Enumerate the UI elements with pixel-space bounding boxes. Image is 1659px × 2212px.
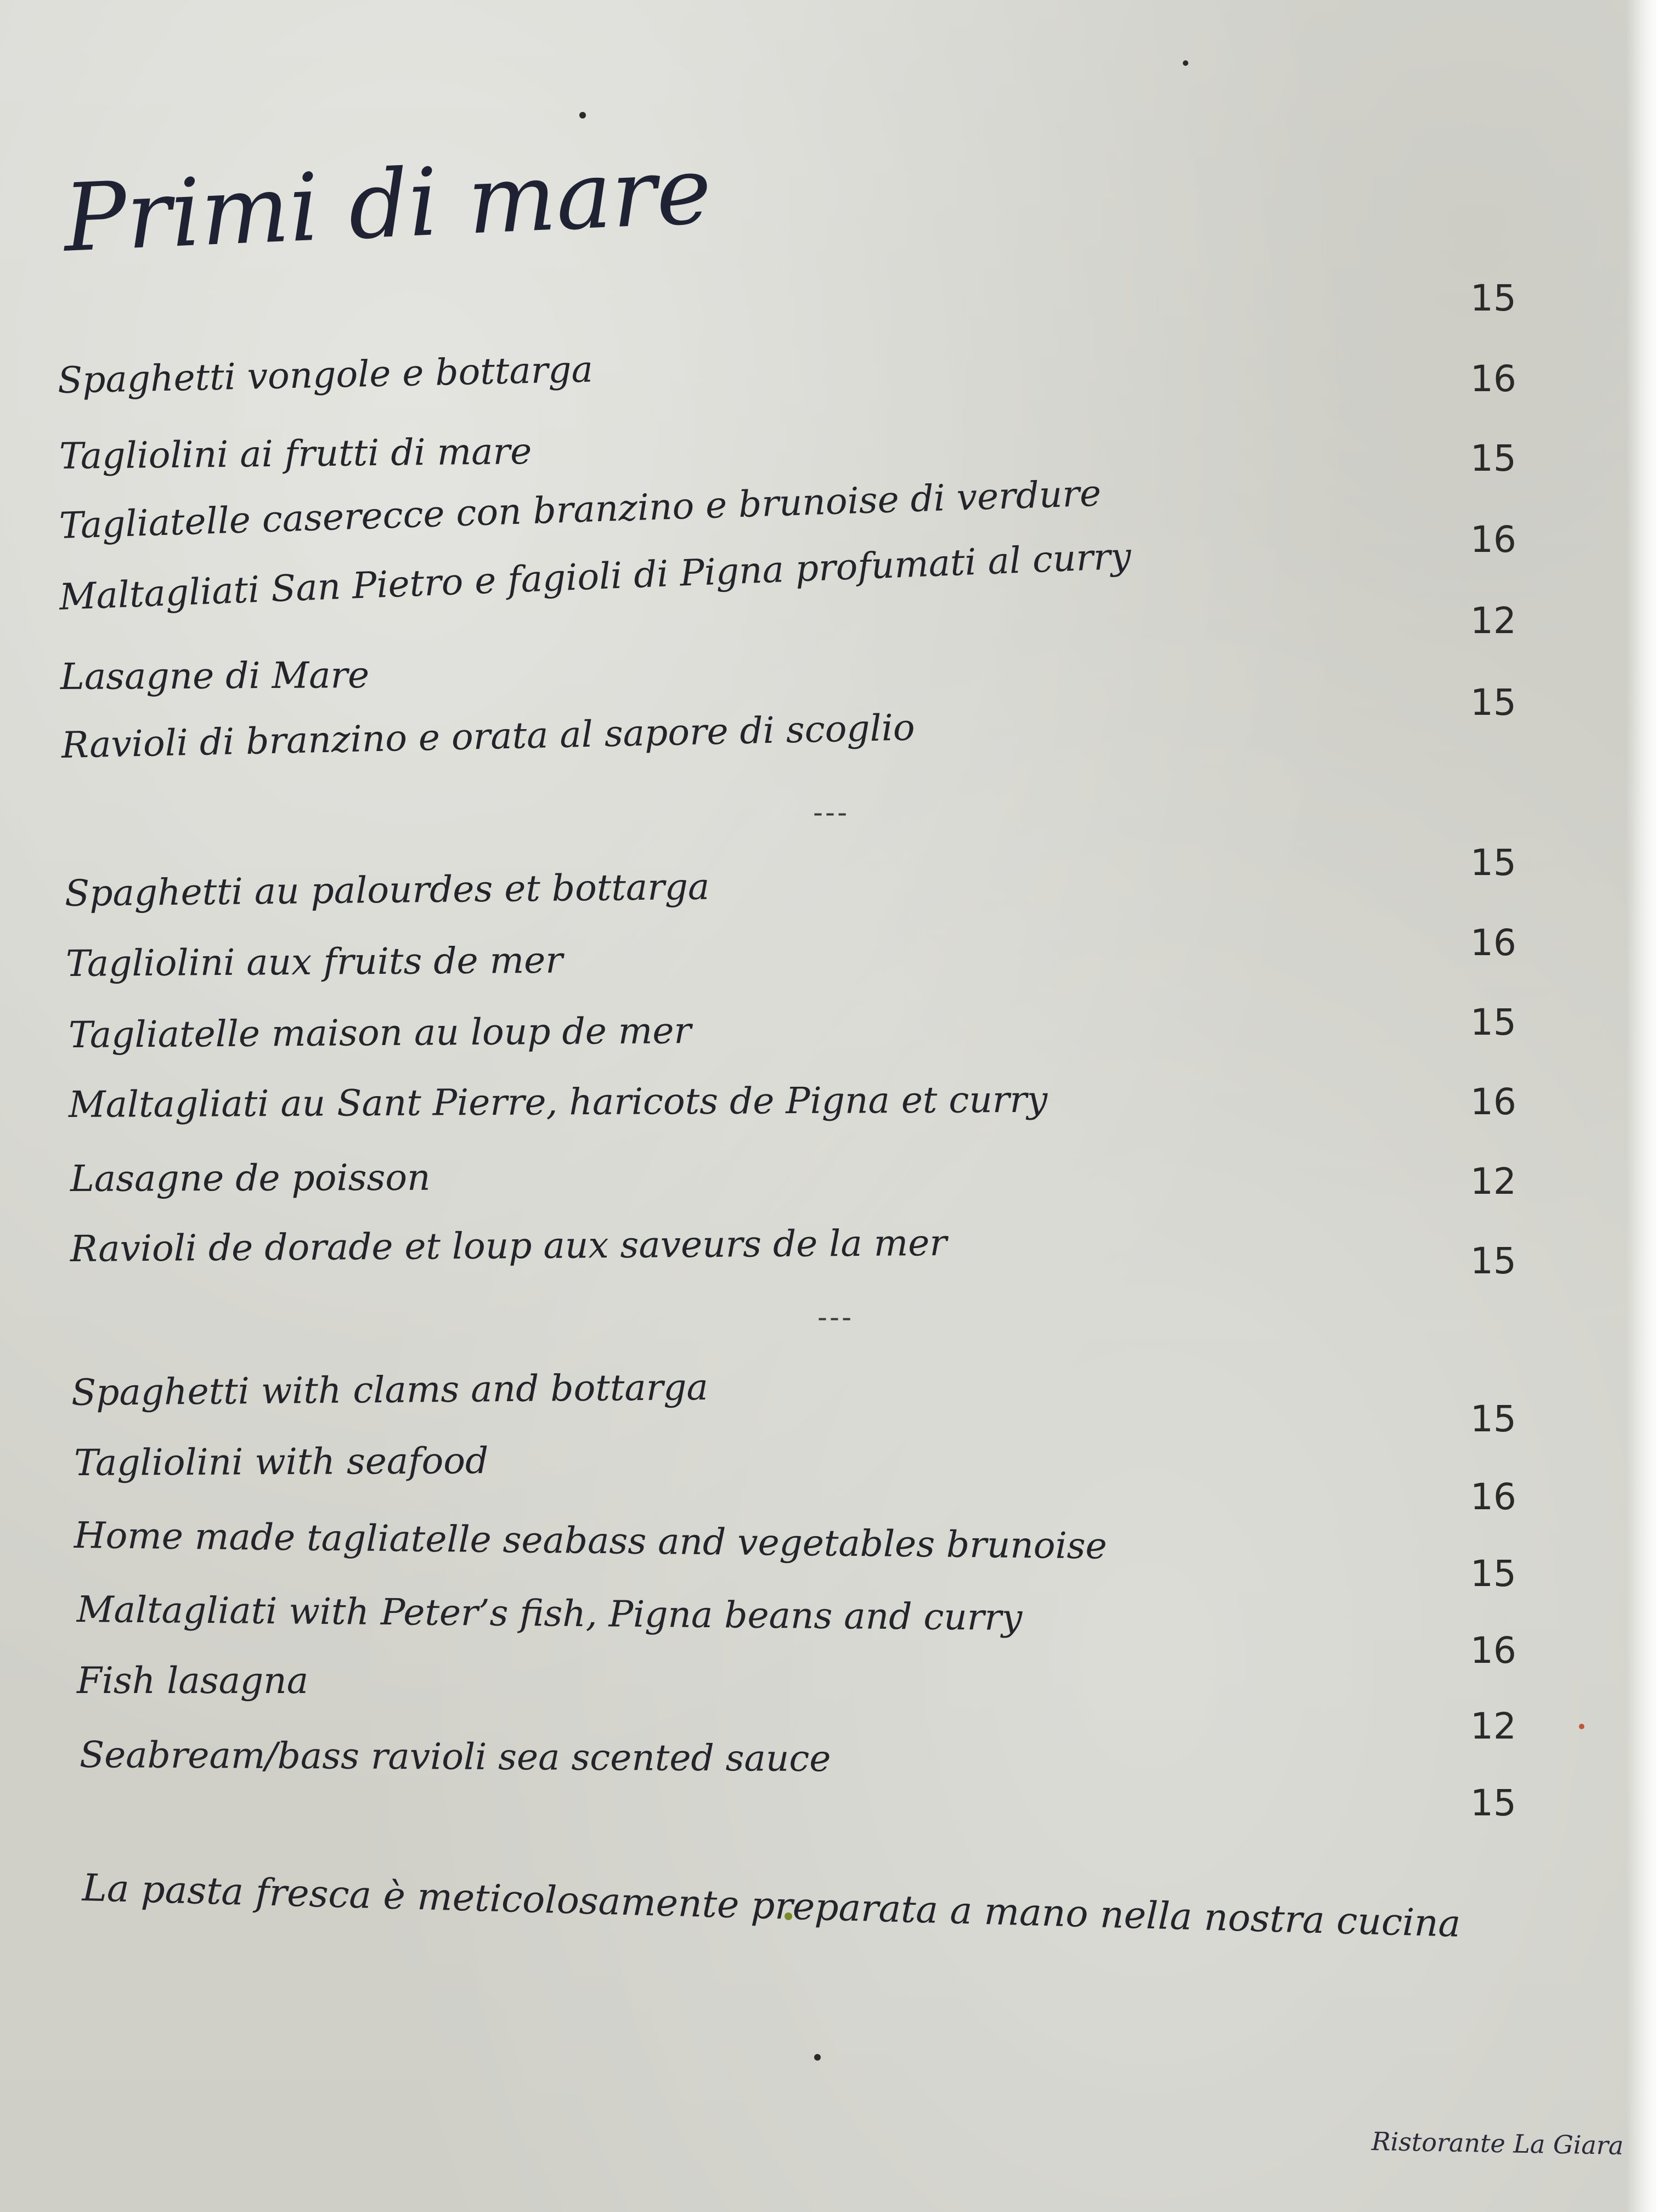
menu-item-price: 12 <box>1470 1160 1516 1203</box>
menu-item-name: Tagliatelle caserecce con branzino e brunoise di verdure <box>58 472 1102 547</box>
menu-item-name: Ravioli di branzino e orata al sapore di scoglio <box>61 706 916 766</box>
menu-item-price: 16 <box>1470 1629 1516 1672</box>
menu-item-price: 16 <box>1470 1081 1516 1123</box>
restaurant-name-footer: Ristorante La Giara <box>1371 2126 1624 2161</box>
menu-item-name: Tagliolini with seafood <box>74 1440 489 1484</box>
fresh-pasta-note: La pasta fresca è meticolosamente preparata a mano nella nostra cucina <box>81 1866 1462 1946</box>
menu-item-name: Spaghetti au palourdes et bottarga <box>64 865 710 915</box>
menu-item-price: 12 <box>1470 1705 1516 1747</box>
menu-item-name: Lasagne de poisson <box>70 1156 431 1200</box>
menu-item-price: 15 <box>1470 277 1516 319</box>
paper-speck <box>814 2054 821 2061</box>
menu-item-name: Tagliolini aux fruits de mer <box>65 939 563 985</box>
menu-item-price: 16 <box>1470 922 1516 964</box>
menu-item-name: Fish lasagna <box>77 1660 309 1702</box>
menu-item-price: 15 <box>1470 1398 1516 1440</box>
menu-item-name: Ravioli de dorade et loup aux saveurs de la mer <box>70 1221 947 1270</box>
menu-item-name: Tagliatelle maison au loup de mer <box>68 1009 692 1056</box>
menu-item-name: Maltagliati with Peter’s fish, Pigna beans and curry <box>76 1588 1023 1639</box>
menu-item-price: 15 <box>1470 1240 1516 1282</box>
menu-item-name: Home made tagliatelle seabass and vegetables brunoise <box>74 1514 1108 1567</box>
menu-item-name: Lasagne di Mare <box>60 654 370 698</box>
paper-speck <box>1183 60 1188 66</box>
menu-item-name: Maltagliati au Sant Pierre, haricots de Pigna et curry <box>68 1078 1048 1126</box>
menu-item-price: 16 <box>1470 1476 1516 1518</box>
section-separator: --- <box>817 1301 854 1333</box>
menu-item-name: Seabream/bass ravioli sea scented sauce <box>79 1734 831 1780</box>
menu-item-price: 15 <box>1470 681 1516 724</box>
menu-item-name: Tagliolini ai frutti di mare <box>59 430 532 477</box>
menu-item-price: 12 <box>1470 600 1516 642</box>
page-edge-glare <box>1626 0 1659 2212</box>
menu-item-price: 15 <box>1470 1553 1516 1595</box>
menu-item-price: 15 <box>1470 842 1516 884</box>
menu-item-name: Spaghetti with clams and bottarga <box>71 1365 709 1414</box>
menu-item-name: Maltagliati San Pietro e fagioli di Pigna profumati al curry <box>58 534 1132 618</box>
menu-item-price: 15 <box>1470 1001 1516 1043</box>
menu-item-price: 16 <box>1470 358 1516 400</box>
menu-item-price: 15 <box>1470 1782 1516 1824</box>
menu-item-price: 16 <box>1470 518 1516 561</box>
menu-item-price: 15 <box>1470 437 1516 479</box>
menu-item-name: Spaghetti vongole e bottarga <box>57 348 594 402</box>
paper-speck <box>579 112 586 119</box>
menu-title: Primi di mare <box>61 136 714 273</box>
section-separator: --- <box>813 797 850 828</box>
paper-speck <box>1579 1724 1584 1729</box>
